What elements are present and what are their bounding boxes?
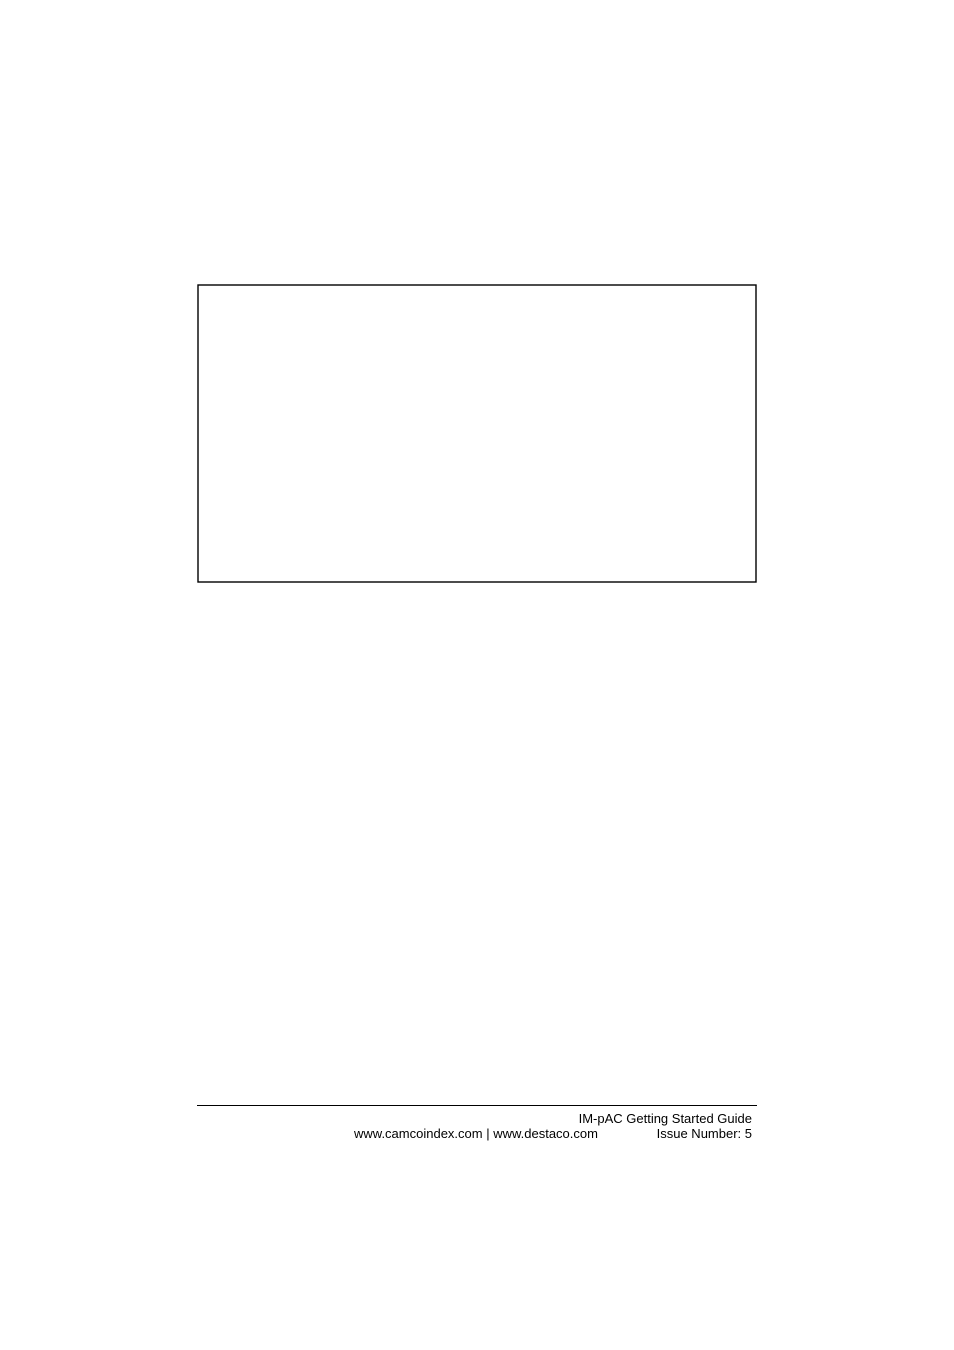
panel-frame bbox=[198, 285, 756, 582]
footer-website: www.camcoindex.com | www.destaco.com bbox=[354, 1126, 598, 1141]
footer-issue-number: Issue Number: 5 bbox=[656, 1126, 752, 1141]
footer-divider bbox=[197, 1105, 757, 1106]
diagram-panel-1 bbox=[198, 285, 756, 582]
footer-guide-title: IM-pAC Getting Started Guide bbox=[578, 1111, 752, 1126]
